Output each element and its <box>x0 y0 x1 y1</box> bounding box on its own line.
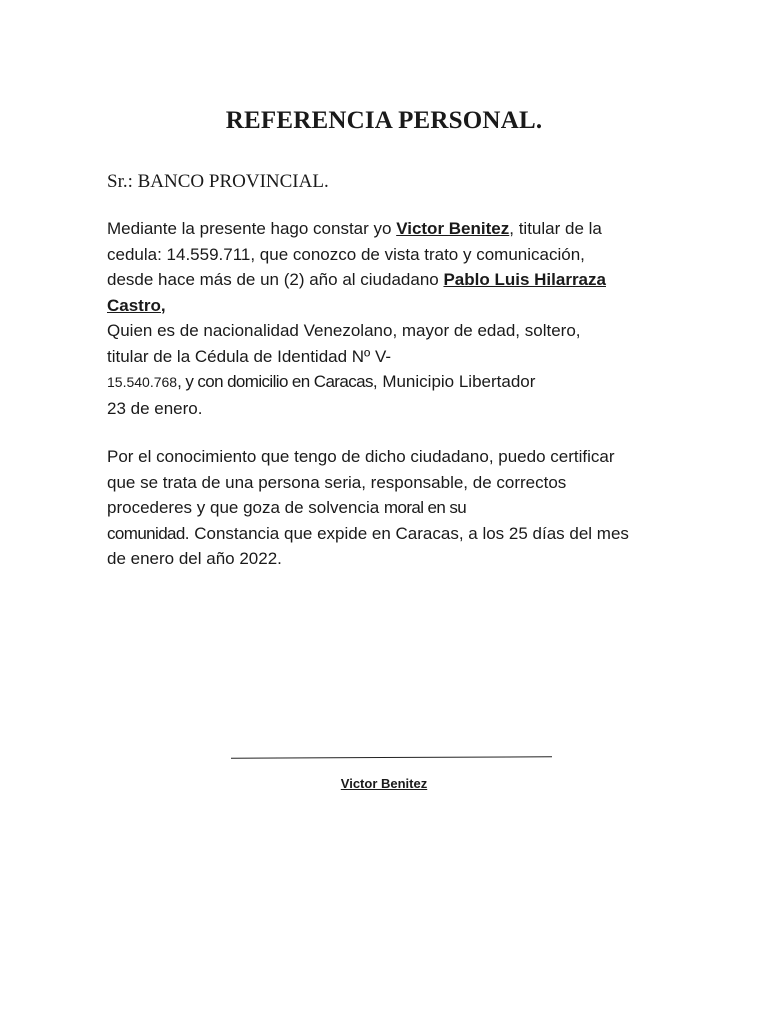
paragraph-certification <box>107 444 687 572</box>
paragraph-line: cedula: 14.559.711, que conozco de vista trato y comunicación, <box>107 244 585 264</box>
text-segment: , y con domicilio en Caracas <box>177 372 373 391</box>
paragraph-line: de enero del año 2022. <box>107 549 282 568</box>
referenced-citizen-name: Pablo Luis Hilarraza <box>443 270 606 289</box>
text-segment: , titular de la <box>509 219 602 238</box>
paragraph-line: titular de la Cédula de Identidad Nº V- <box>107 346 392 366</box>
text-segment: , Municipio Libertador <box>372 372 536 391</box>
paragraph-line <box>107 293 687 319</box>
signature-line <box>231 756 552 758</box>
recipient-line: Sr.: BANCO PROVINCIAL. <box>107 171 329 192</box>
signature-name: Victor Benitez <box>340 776 428 791</box>
paragraph-line <box>107 216 687 242</box>
paragraph-line <box>107 495 687 521</box>
id-number: 15.540.768 <box>107 374 178 390</box>
referenced-citizen-surname: Castro, <box>107 295 166 315</box>
paragraph-line <box>107 369 687 396</box>
paragraph-line <box>107 521 687 547</box>
paragraph-line: Por el conocimiento que tengo de dicho ciudadano, puedo certificar <box>107 447 615 466</box>
paragraph-line <box>107 267 687 293</box>
text-segment: desde hace más de un (2) año al ciudadano <box>107 270 444 289</box>
paragraph-declaration <box>107 216 687 421</box>
declarant-name: Victor Benitez <box>396 219 510 238</box>
paragraph-line: que se trata de una persona seria, responsable, de correctos <box>107 472 567 492</box>
text-segment: . Constancia que expide en Caracas, a los 25 días del mes <box>184 523 629 543</box>
paragraph-line: Quien es de nacionalidad Venezolano, mayor de edad, soltero, <box>107 321 581 340</box>
paragraph-line: 23 de enero. <box>107 398 203 418</box>
text-segment: comunidad <box>107 523 185 543</box>
text-segment: Mediante la presente hago constar yo <box>107 219 397 238</box>
document-title: REFERENCIA PERSONAL. <box>225 107 543 134</box>
text-segment: procederes y que goza de solvencia <box>107 498 384 517</box>
text-segment: moral en su <box>383 498 467 517</box>
